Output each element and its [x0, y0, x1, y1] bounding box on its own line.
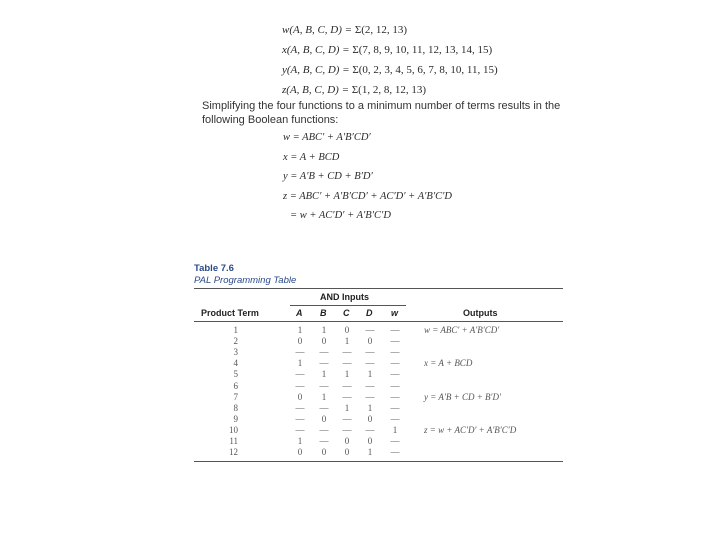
input-cell: 0: [344, 447, 350, 458]
input-cell: 1: [297, 325, 303, 335]
equation-x: x(A, B, C, D) = Σ(7, 8, 9, 10, 11, 12, 13, 14, 15): [282, 44, 493, 56]
input-cell: 1: [367, 369, 373, 380]
input-cell: 0: [321, 336, 327, 347]
input-cell: —: [319, 436, 329, 446]
input-cell: 0: [344, 325, 350, 335]
input-cell: 1: [321, 369, 327, 380]
table-title: PAL Programming Table: [194, 275, 297, 286]
simplified-z-continued: = w + AC′D′ + A′B′C′D: [290, 210, 391, 221]
input-cell: —: [390, 391, 400, 402]
input-cell: 1: [297, 358, 303, 369]
table-caption: [194, 263, 296, 287]
input-header-d: D: [366, 308, 373, 318]
input-header-a: A: [296, 308, 303, 318]
input-cell: —: [342, 380, 352, 391]
input-header-b: B: [320, 308, 327, 318]
input-cell: —: [365, 380, 375, 391]
output-expression: z = w + AC′D′ + A′B′C′D: [424, 424, 517, 435]
input-cell: 0: [344, 436, 350, 446]
equation-z: z(A, B, C, D) = Σ(1, 2, 8, 12, 13): [282, 84, 426, 96]
input-cell: 0: [297, 336, 303, 347]
input-cell: 0: [321, 413, 327, 424]
table-number: Table 7.6: [194, 263, 234, 274]
input-cell: —: [390, 380, 400, 391]
equation-w: w(A, B, C, D) = Σ(2, 12, 13): [282, 24, 408, 36]
product-term-number: 8: [233, 402, 238, 413]
product-term-number: 3: [233, 347, 238, 358]
table-bottom-rule: [194, 461, 563, 462]
and-inputs-header: AND Inputs: [320, 292, 369, 302]
input-cell: 0: [297, 391, 303, 402]
input-cell: 1: [367, 402, 373, 413]
product-term-number: 4: [233, 358, 238, 369]
product-term-number: 2: [233, 336, 238, 347]
input-cell: —: [295, 369, 305, 380]
simplified-y: y = A′B + CD + B′D′: [283, 171, 373, 182]
input-cell: 0: [367, 436, 373, 446]
input-cell: 0: [367, 413, 373, 424]
simplified-x: x = A + BCD: [283, 151, 340, 163]
simplified-w: w = ABC′ + A′B′CD′: [283, 132, 371, 143]
input-cell: —: [295, 413, 305, 424]
input-cell: —: [319, 402, 329, 413]
input-cell: —: [365, 358, 375, 369]
input-cell: —: [390, 336, 400, 347]
input-cell: 1: [321, 325, 327, 335]
input-cell: 1: [367, 447, 373, 458]
input-cell: —: [295, 424, 305, 435]
input-cell: —: [319, 358, 329, 369]
input-cell: —: [319, 380, 329, 391]
input-cell: —: [342, 391, 352, 402]
input-cell: —: [390, 413, 400, 424]
input-cell: 1: [392, 424, 398, 435]
input-cell: —: [390, 402, 400, 413]
output-expression: x = A + BCD: [424, 358, 473, 369]
input-cell: 0: [321, 447, 327, 458]
input-cell: —: [342, 413, 352, 424]
product-term-number: 5: [233, 369, 238, 380]
input-cell: —: [365, 325, 375, 335]
product-term-number: 6: [233, 380, 238, 391]
input-cell: —: [295, 380, 305, 391]
input-cell: —: [390, 369, 400, 380]
product-term-number: 9: [233, 413, 238, 424]
input-cell: 1: [344, 336, 350, 347]
input-header-c: C: [343, 308, 350, 318]
input-cell: —: [390, 447, 400, 458]
input-cell: —: [295, 402, 305, 413]
output-expression: y = A′B + CD + B′D′: [424, 391, 501, 402]
input-cell: —: [319, 347, 329, 358]
product-term-header: Product Term: [201, 308, 259, 318]
function-definitions: [282, 20, 498, 100]
simplified-functions: [283, 128, 452, 226]
input-cell: —: [342, 358, 352, 369]
simplified-z: z = ABC′ + A′B′CD′ + AC′D′ + A′B′C′D: [283, 190, 452, 202]
input-cell: 0: [297, 447, 303, 458]
input-cell: —: [342, 347, 352, 358]
product-term-number: 1: [233, 325, 238, 335]
explanation-paragraph: Simplifying the four functions to a minimum number of terms results in the following Boolean functions:: [202, 100, 561, 126]
equation-y: y(A, B, C, D) = Σ(0, 2, 3, 4, 5, 6, 7, 8, 10, 11, 15): [282, 64, 498, 76]
input-cell: 1: [344, 402, 350, 413]
product-term-number: 10: [229, 424, 238, 435]
input-cell: —: [390, 358, 400, 369]
input-header-w: w: [391, 308, 399, 318]
outputs-header: Outputs: [463, 308, 498, 318]
input-cell: —: [390, 347, 400, 358]
input-cell: —: [342, 424, 352, 435]
input-cell: —: [365, 424, 375, 435]
header-bottom-rule: [194, 321, 563, 322]
input-cell: —: [295, 347, 305, 358]
input-cell: —: [390, 436, 400, 446]
input-cell: —: [390, 325, 400, 335]
input-cell: —: [319, 424, 329, 435]
input-cell: 0: [367, 336, 373, 347]
table-top-rule: [194, 288, 563, 289]
input-cell: —: [365, 347, 375, 358]
product-term-number: 11: [229, 436, 238, 446]
and-inputs-rule: [290, 305, 406, 306]
input-cell: 1: [321, 391, 327, 402]
input-cell: 1: [297, 436, 303, 446]
input-cell: —: [365, 391, 375, 402]
product-term-number: 12: [229, 447, 238, 458]
output-expression: w = ABC′ + A′B′CD′: [424, 325, 500, 335]
product-term-number: 7: [233, 391, 238, 402]
input-cell: 1: [344, 369, 350, 380]
